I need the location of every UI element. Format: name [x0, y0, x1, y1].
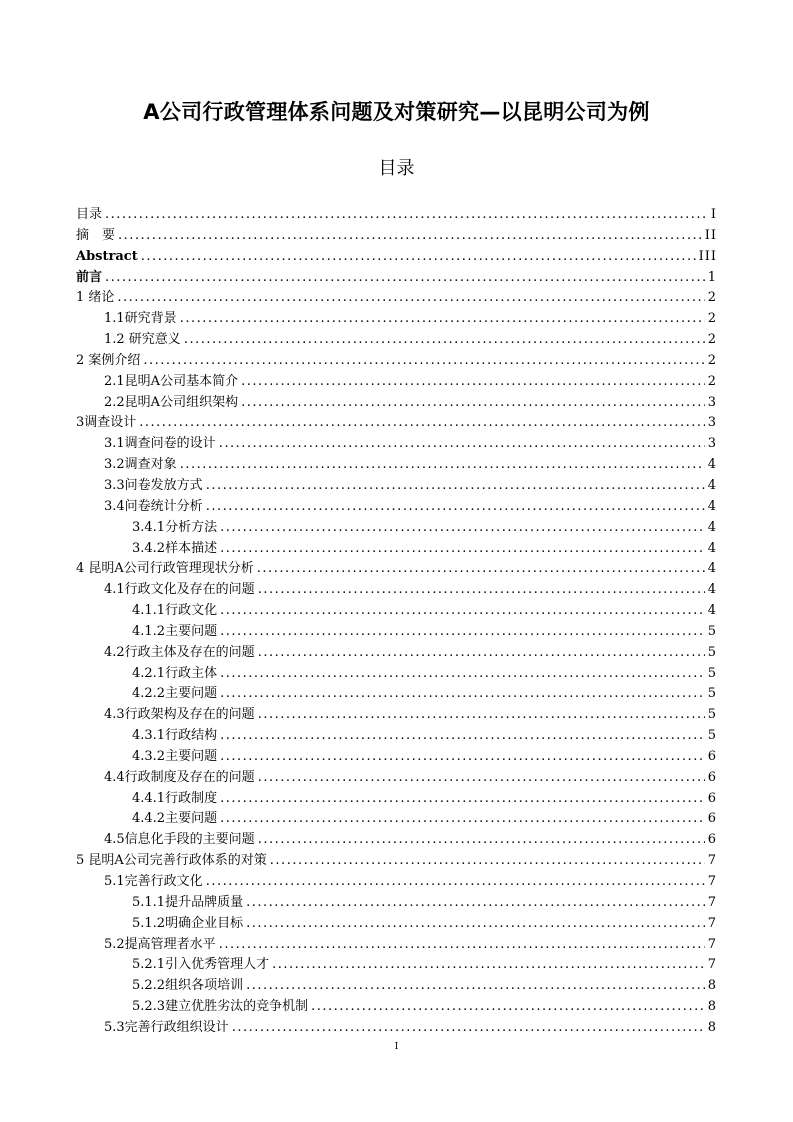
toc-entry-page: 6	[707, 832, 717, 848]
toc-entry[interactable]	[76, 351, 717, 372]
toc-entry-page: 2	[707, 332, 717, 348]
toc-entry[interactable]	[76, 768, 717, 789]
toc-entry-page: 4	[707, 561, 717, 577]
toc-dot-leader	[220, 601, 705, 622]
toc-entry-page: 3	[707, 436, 717, 452]
toc-dot-leader	[105, 205, 708, 226]
toc-dot-leader	[206, 872, 705, 893]
toc-entry-label: 4.3.1行政结构	[132, 728, 218, 744]
toc-entry[interactable]	[76, 747, 717, 768]
toc-dot-leader	[311, 997, 705, 1018]
toc-dot-leader	[220, 809, 705, 830]
toc-entry[interactable]	[76, 330, 717, 351]
toc-dot-leader	[258, 768, 705, 789]
toc-entry[interactable]	[76, 518, 717, 539]
toc-entry-label: 4.1.2主要问题	[132, 623, 218, 639]
toc-entry-page: 4	[707, 519, 717, 535]
toc-dot-leader	[184, 330, 705, 351]
toc-entry-label: 2.1昆明A公司基本简介	[104, 373, 239, 389]
toc-entry[interactable]	[76, 914, 717, 935]
toc-entry[interactable]	[76, 726, 717, 747]
toc-entry[interactable]	[76, 268, 717, 289]
toc-entry-label: 目录	[76, 207, 103, 222]
toc-entry[interactable]	[76, 601, 717, 622]
toc-entry-label: 摘 要	[76, 227, 116, 243]
toc-dot-leader	[220, 622, 705, 643]
toc-entry-page: 2	[707, 290, 717, 306]
toc-entry[interactable]	[76, 622, 717, 643]
toc-dot-leader	[180, 309, 705, 330]
toc-entry-label: 4.4.1行政制度	[132, 790, 218, 806]
toc-entry[interactable]	[76, 580, 717, 601]
toc-entry-label: 4.2行政主体及存在的问题	[104, 644, 255, 660]
toc-entry-page: 7	[707, 874, 717, 889]
table-of-contents	[76, 205, 717, 1039]
toc-entry-page: 6	[707, 748, 717, 764]
toc-entry-page: 5	[707, 623, 717, 639]
toc-entry-page: 2	[707, 352, 717, 368]
toc-entry[interactable]	[76, 393, 717, 414]
toc-entry-label: 5.1.2明确企业目标	[132, 915, 244, 931]
toc-entry[interactable]	[76, 664, 717, 685]
toc-entry-page: 3	[707, 415, 717, 431]
toc-dot-leader	[206, 497, 705, 518]
toc-entry[interactable]	[76, 851, 717, 872]
toc-entry[interactable]	[76, 955, 717, 976]
toc-entry-page: 6	[707, 811, 717, 827]
toc-entry-page: 4	[707, 457, 717, 473]
toc-dot-leader	[241, 393, 705, 414]
toc-dot-leader	[258, 643, 705, 664]
toc-entry[interactable]	[76, 789, 717, 810]
toc-entry-label: 1.1研究背景	[104, 311, 177, 327]
toc-entry-page: 7	[707, 936, 717, 952]
toc-dot-leader	[220, 518, 705, 539]
toc-entry[interactable]	[76, 434, 717, 455]
toc-entry-page: III	[698, 248, 717, 264]
toc-entry-page: I	[710, 207, 717, 222]
toc-entry-page: 8	[707, 999, 717, 1015]
toc-entry-page: 8	[707, 1019, 717, 1035]
toc-dot-leader	[257, 559, 705, 580]
toc-entry[interactable]	[76, 226, 717, 247]
toc-entry-page: 7	[707, 853, 717, 869]
toc-dot-leader	[232, 1018, 705, 1039]
toc-entry-label: 3.4问卷统计分析	[104, 498, 203, 514]
toc-entry-page: 2	[707, 311, 717, 327]
toc-entry-label: 1 绪论	[76, 290, 115, 306]
toc-heading: 目录	[378, 158, 415, 179]
toc-entry-page: 7	[707, 915, 717, 931]
toc-entry-label: Abstract	[76, 248, 138, 264]
toc-entry[interactable]	[76, 476, 717, 497]
toc-entry[interactable]	[76, 288, 717, 309]
toc-entry[interactable]	[76, 309, 717, 330]
toc-entry-page: 4	[707, 540, 717, 556]
toc-dot-leader	[258, 705, 705, 726]
toc-dot-leader	[220, 664, 705, 685]
toc-entry-page: 3	[707, 394, 717, 410]
toc-entry-label: 4.2.2主要问题	[132, 686, 218, 702]
toc-entry-page: 2	[707, 373, 717, 389]
toc-entry[interactable]	[76, 1018, 717, 1039]
toc-dot-leader	[272, 955, 705, 976]
toc-entry-label: 5.2.3建立优胜劣汰的竞争机制	[132, 999, 309, 1015]
toc-entry[interactable]	[76, 976, 717, 997]
toc-entry[interactable]	[76, 830, 717, 851]
toc-dot-leader	[220, 684, 705, 705]
toc-entry-page: 5	[707, 665, 717, 681]
toc-entry-label: 3.2调查对象	[104, 457, 177, 473]
toc-dot-leader	[246, 914, 705, 935]
toc-dot-leader	[258, 830, 705, 851]
toc-entry-label: 4.5信息化手段的主要问题	[104, 832, 255, 848]
toc-dot-leader	[258, 580, 705, 601]
toc-dot-leader	[246, 976, 705, 997]
toc-entry-label: 5 昆明A公司完善行政体系的对策	[76, 853, 267, 869]
toc-entry-page: 5	[707, 686, 717, 702]
toc-dot-leader	[220, 726, 705, 747]
toc-entry-page: II	[704, 227, 717, 243]
toc-entry-page: 7	[707, 894, 717, 910]
toc-entry-page: 7	[707, 957, 717, 973]
toc-entry-label: 5.3完善行政组织设计	[104, 1019, 229, 1035]
toc-dot-leader	[241, 372, 705, 393]
toc-entry[interactable]	[76, 205, 717, 226]
toc-entry[interactable]	[76, 413, 717, 434]
toc-entry-page: 5	[707, 707, 717, 723]
toc-entry-label: 4.4行政制度及存在的问题	[104, 769, 255, 785]
toc-entry-label: 1.2 研究意义	[104, 332, 181, 348]
toc-entry-page: 5	[707, 728, 717, 744]
toc-dot-leader	[270, 851, 705, 872]
toc-dot-leader	[118, 226, 702, 247]
toc-entry-page: 4	[707, 603, 717, 619]
toc-entry-label: 4.4.2主要问题	[132, 811, 218, 827]
toc-entry-label: 5.2提高管理者水平	[104, 936, 216, 952]
toc-dot-leader	[219, 434, 705, 455]
toc-entry[interactable]	[76, 935, 717, 956]
toc-entry-label: 前言	[76, 269, 103, 285]
toc-dot-leader	[219, 935, 705, 956]
toc-entry[interactable]	[76, 372, 717, 393]
toc-entry-label: 4.2.1行政主体	[132, 665, 218, 681]
toc-dot-leader	[105, 268, 705, 289]
toc-entry-label: 3.3问卷发放方式	[104, 477, 203, 493]
toc-entry-page: 4	[707, 582, 717, 598]
toc-entry-page: 1	[707, 269, 717, 285]
toc-entry-page: 4	[707, 498, 717, 514]
toc-entry[interactable]	[76, 539, 717, 560]
toc-entry-label: 2.2昆明A公司组织架构	[104, 394, 239, 410]
toc-entry-label: 5.2.1引入优秀管理人才	[132, 957, 270, 973]
toc-entry-label: 2 案例介绍	[76, 352, 141, 368]
toc-entry[interactable]	[76, 247, 717, 268]
toc-dot-leader	[246, 893, 705, 914]
document-title: A公司行政管理体系问题及对策研究—以昆明公司为例	[143, 100, 650, 124]
toc-dot-leader	[220, 789, 705, 810]
toc-entry-page: 6	[707, 790, 717, 806]
toc-entry[interactable]	[76, 455, 717, 476]
toc-dot-leader	[220, 747, 705, 768]
toc-entry[interactable]	[76, 997, 717, 1018]
toc-entry-page: 6	[707, 769, 717, 785]
toc-entry-label: 3.4.2样本描述	[132, 540, 218, 556]
page-number: I	[394, 1042, 399, 1052]
toc-entry-page: 5	[707, 644, 717, 660]
toc-entry[interactable]	[76, 809, 717, 830]
toc-entry-page: 4	[707, 477, 717, 493]
toc-dot-leader	[180, 455, 705, 476]
toc-dot-leader	[139, 413, 704, 434]
toc-entry-label: 5.1完善行政文化	[104, 874, 203, 889]
toc-entry[interactable]	[76, 893, 717, 914]
toc-entry-label: 4.3行政架构及存在的问题	[104, 707, 255, 723]
toc-entry[interactable]	[76, 705, 717, 726]
toc-entry-label: 5.1.1提升品牌质量	[132, 894, 244, 910]
toc-entry[interactable]	[76, 643, 717, 664]
toc-entry-label: 5.2.2组织各项培训	[132, 978, 244, 994]
toc-entry-label: 4.3.2主要问题	[132, 748, 218, 764]
toc-dot-leader	[117, 288, 704, 309]
toc-entry-page: 8	[707, 978, 717, 994]
toc-entry-label: 3.4.1分析方法	[132, 519, 218, 535]
toc-dot-leader	[141, 247, 696, 268]
toc-entry-label: 4 昆明A公司行政管理现状分析	[76, 561, 254, 577]
toc-entry-label: 3.1调查问卷的设计	[104, 436, 216, 452]
toc-entry-label: 3调查设计	[76, 415, 137, 431]
toc-dot-leader	[206, 476, 705, 497]
toc-dot-leader	[143, 351, 704, 372]
toc-dot-leader	[220, 539, 705, 560]
toc-entry[interactable]	[76, 872, 717, 893]
toc-entry[interactable]	[76, 559, 717, 580]
toc-entry-label: 4.1.1行政文化	[132, 603, 218, 619]
toc-entry[interactable]	[76, 497, 717, 518]
toc-entry[interactable]	[76, 684, 717, 705]
toc-entry-label: 4.1行政文化及存在的问题	[104, 582, 255, 598]
